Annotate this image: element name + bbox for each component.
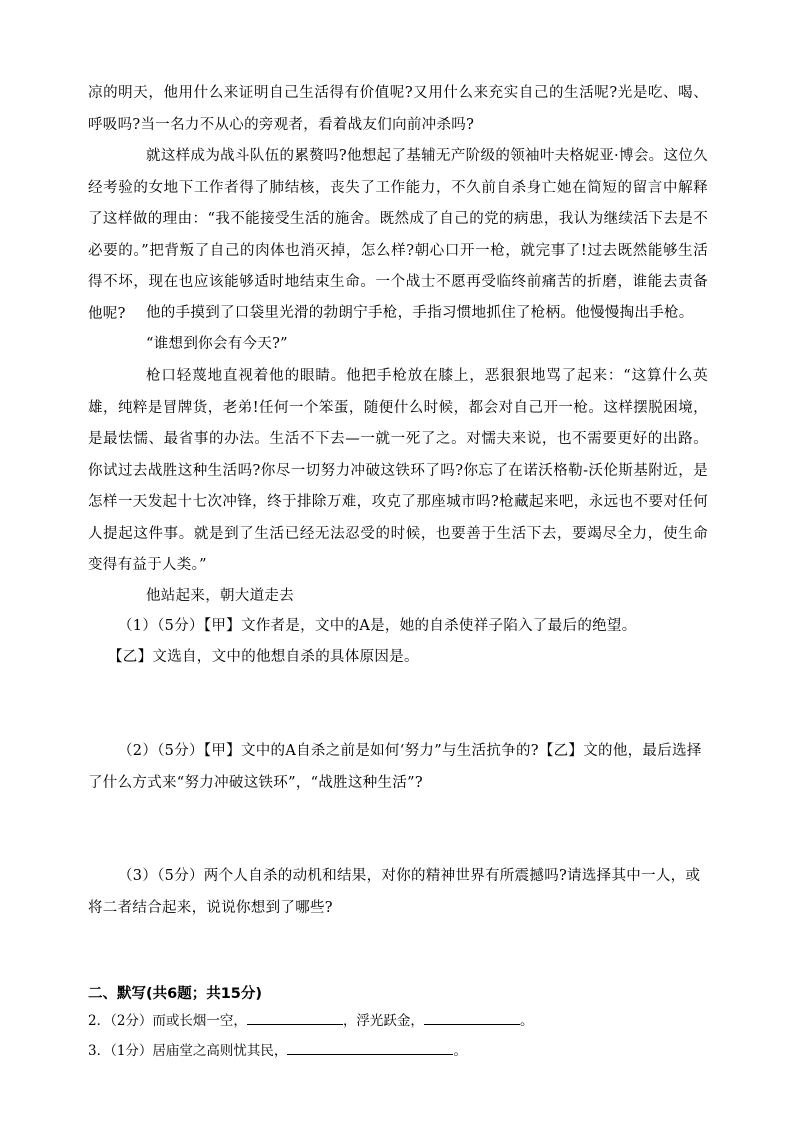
item-3-number: 3． [88, 1043, 111, 1059]
passage-paragraph-6: 他站起来，朝大道走去 [146, 588, 294, 604]
question-1-line-1: （1）（5分）【甲】文作者是，文中的A是，她的自杀使祥子陷入了最后的绝望。 [118, 618, 637, 634]
question-1-line-2: 【乙】文选自，文中的他想自杀的具体原因是。 [108, 649, 419, 665]
passage-paragraph-5: 枪口轻蔑地直视着他的眼睛。他把手枪放在膝上，恶狠狠地骂了起来：“这算什么英雄，纯粹是冒牌货，老弟!任何一个笨蛋，随便什么时候，都会对自己开一枪。这样摆脱困境，是最怯懦、最省事的办法。生活不下去—一就一死了之。对懦夫来说，也不需要更好的出路。你试过去战胜这种生活吗?你尽一切努力冲破这铁环了吗?你忘了在诺沃格勒-沃伦斯基附近，是怎样一天发起十七次冲锋，终于排除万难，攻克了那座城市吗?枪藏起来吧，永远也不要对任何人提起这件事。就是到了生活已经无法忍受的时候，也要善于生活下去，要竭尽全力，使生命变得有益于人类。” [88, 368, 708, 573]
item-2-text-c: 。 [519, 1013, 534, 1029]
passage-paragraph-3: 他的手摸到了口袋里光滑的勃朗宁手枪，手指习惯地抓住了枪柄。他慢慢掏出手枪。 [146, 305, 694, 321]
dictation-item-2 [88, 1010, 533, 1031]
item-2-text-b: ，浮光跃金， [342, 1013, 424, 1029]
passage-paragraph-2: 就这样成为战斗队伍的累赘吗?他想起了基辅无产阶级的领袖叶夫格妮亚·博会。这位久经考验的女地下工作者得了肺结核，丧失了工作能力，不久前自杀身亡她在简短的留言中解释了这样做的理由：“我不能接受生活的施舍。既然成了自己的党的病患，我认为继续活下去是不必要的。”把背叛了自己的肉体也消灭掉，怎么样?朝心口开一枪，就完事了!过去既然能够生活得不坏，现在也应该能够适时地结束生命。一个战士不愿再受临终前痛苦的折磨，谁能去责备他呢? [88, 148, 708, 322]
section-2-heading: 二、默写(共6题；共15分) [88, 986, 263, 1002]
question-3: （3）（5分）两个人自杀的动机和结果，对你的精神世界有所震撼吗?请选择其中一人，或将二者结合起来，说说你想到了哪些? [88, 868, 701, 916]
question-2: （2）（5分）【甲】文中的A自杀之前是如何‘努力”与生活抗争的?【乙】文的他，最后选择了什么方式来“努力冲破这铁环”，“战胜这种生活”? [88, 743, 702, 791]
dictation-item-3 [88, 1040, 467, 1061]
item-2-blank-2[interactable] [424, 1010, 520, 1025]
item-2-text-a: （2分）而或长烟一空， [110, 1013, 247, 1029]
item-3-text-a: （1分）居庙堂之高则忧其民， [110, 1043, 288, 1059]
item-2-number: 2． [88, 1013, 111, 1029]
item-3-text-b: 。 [453, 1043, 467, 1059]
item-2-blank-1[interactable] [247, 1010, 343, 1025]
passage-paragraph-1: 凉的明天，他用什么来证明自己生活得有价值呢?又用什么来充实自己的生活呢?光是吃、喝、呼吸吗?当一名力不从心的旁观者，看着战友们向前冲杀吗? [88, 85, 708, 133]
passage-paragraph-4: “谁想到你会有今天?” [146, 336, 288, 352]
item-3-blank-1[interactable] [287, 1040, 453, 1055]
